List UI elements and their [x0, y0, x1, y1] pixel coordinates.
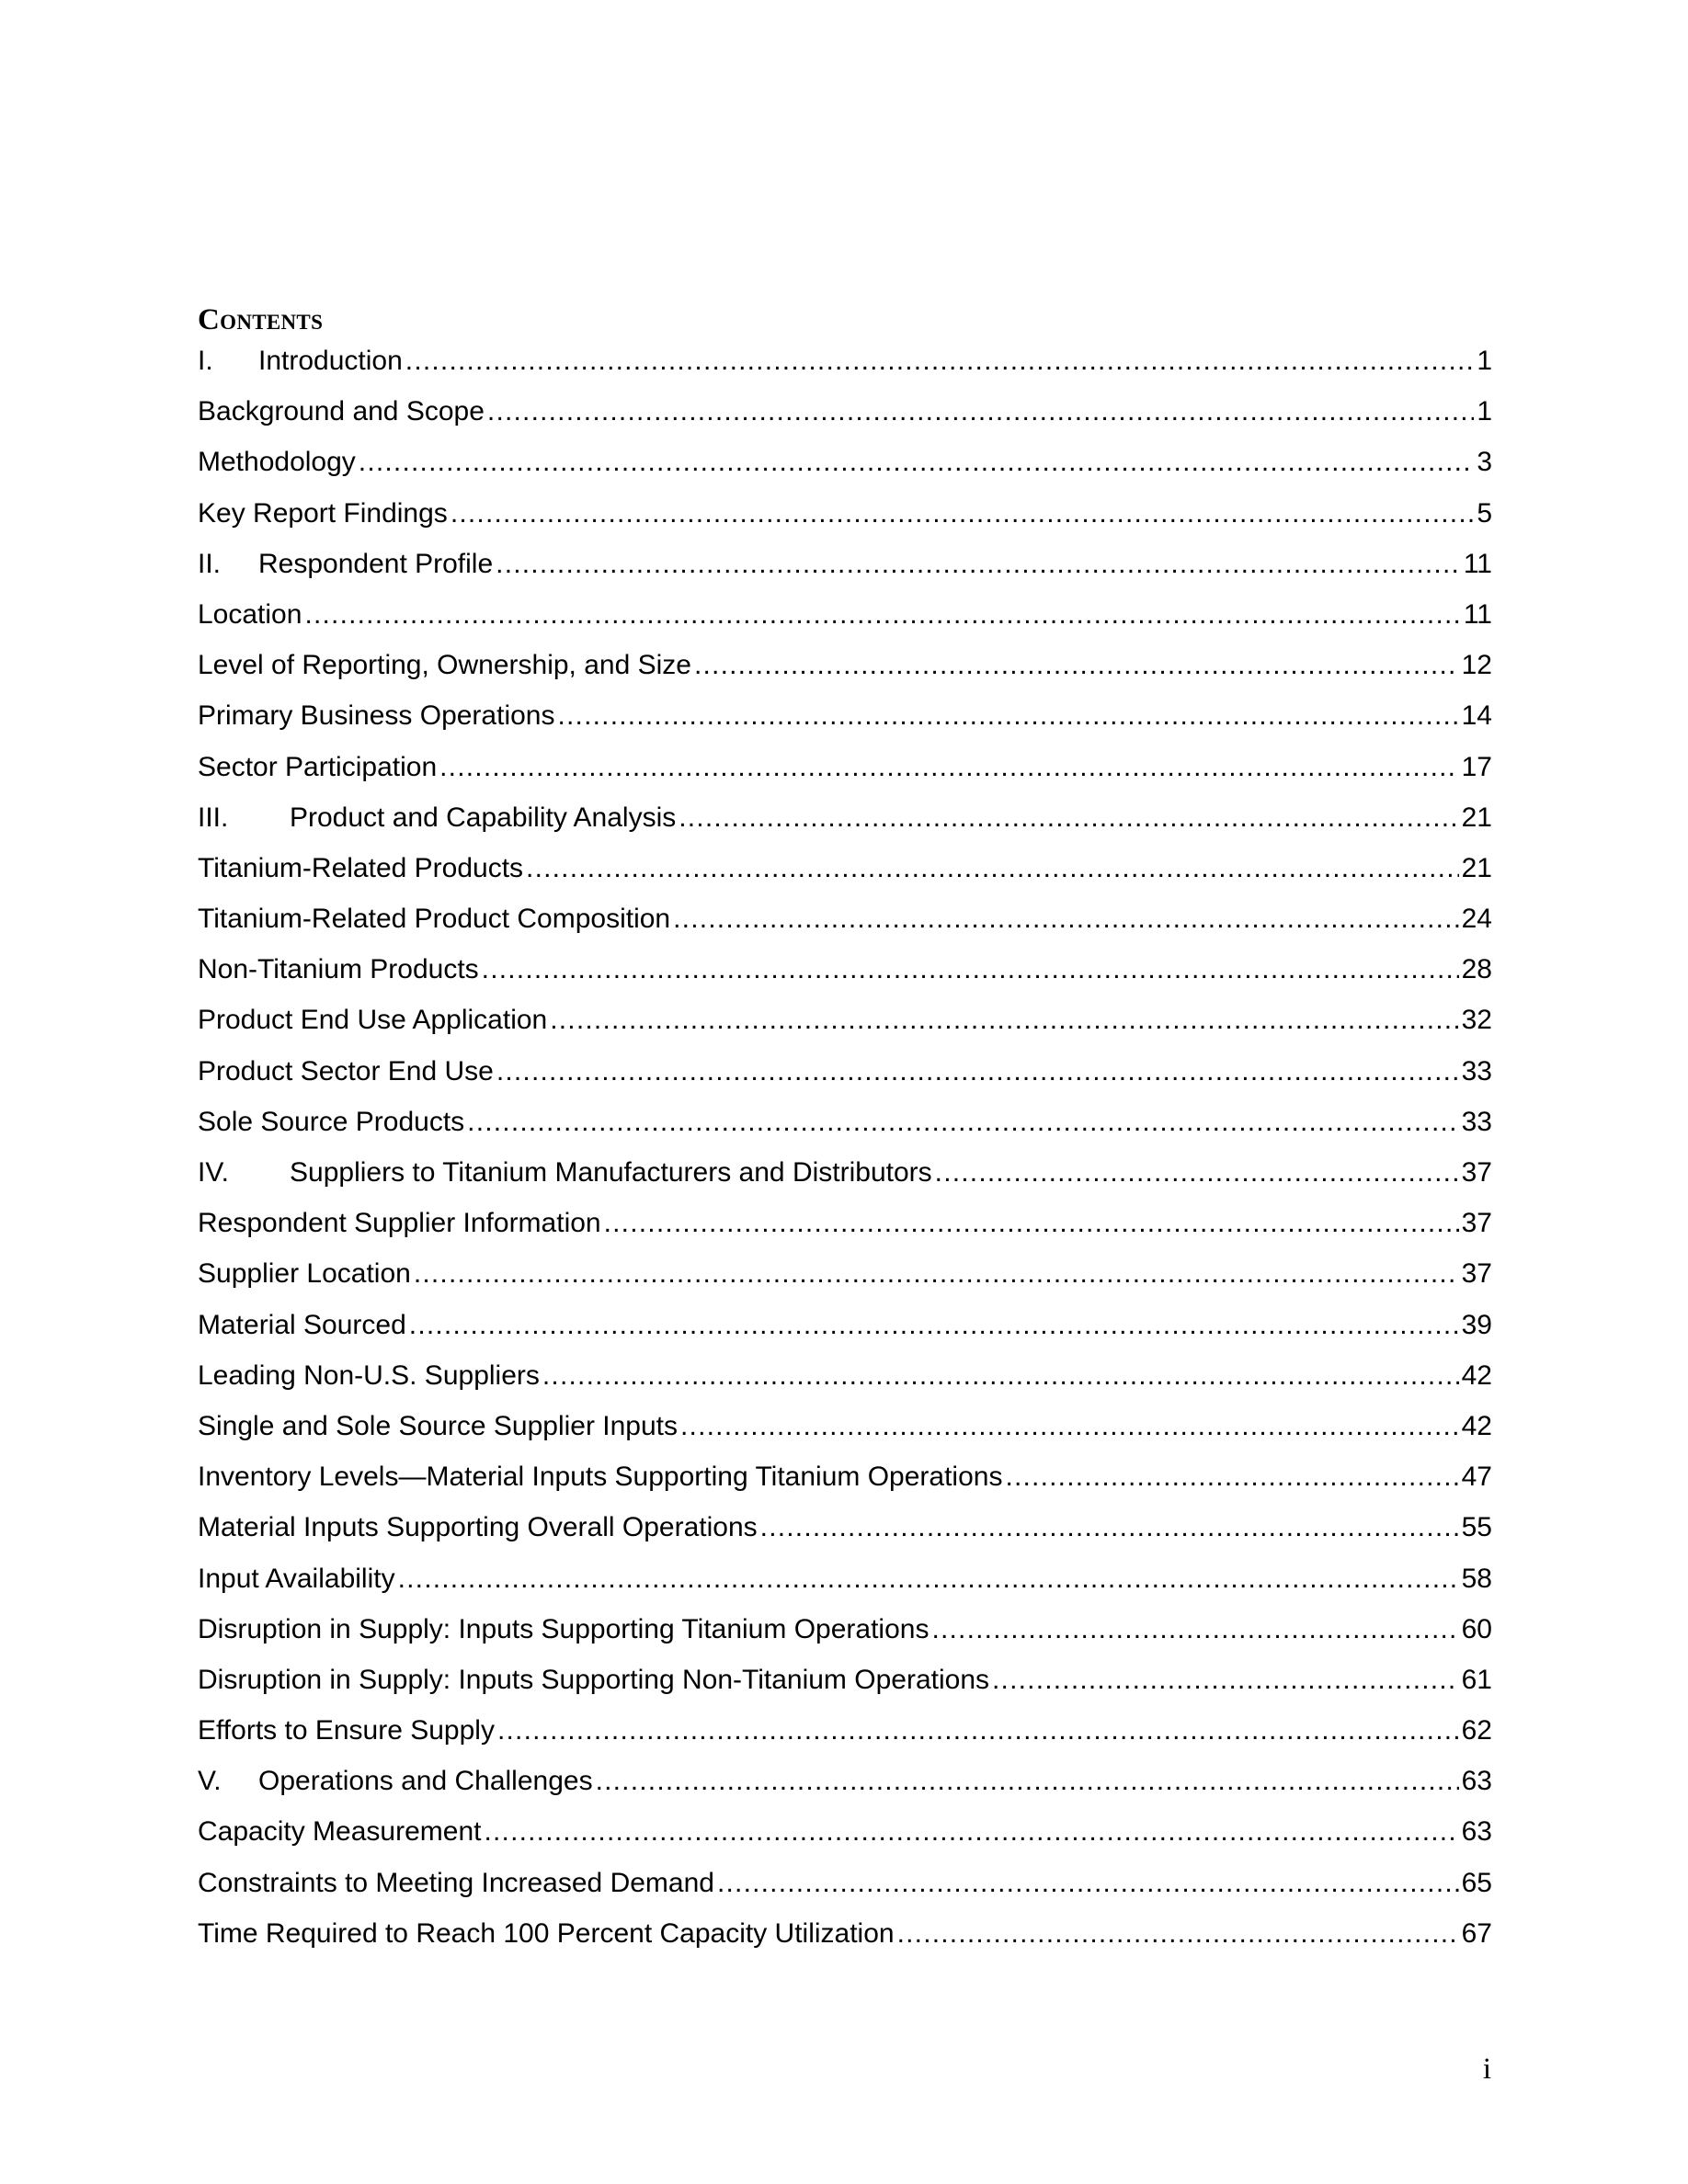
toc-entry[interactable] [198, 751, 1492, 804]
toc-entry-title: Leading Non-U.S. Suppliers [198, 1359, 540, 1391]
toc-section-number: III. [198, 802, 229, 833]
toc-page-number: 1 [1477, 396, 1492, 427]
toc-dot-leader [760, 1514, 1459, 1541]
toc-page-number: 33 [1461, 1106, 1492, 1137]
toc-entry[interactable] [198, 702, 1492, 753]
toc-entry-title: Location [198, 598, 302, 630]
toc-entry[interactable] [198, 1666, 1492, 1717]
toc-page-number: 37 [1461, 1157, 1492, 1188]
toc-page-number: 42 [1461, 1410, 1492, 1441]
toc-section-number: V. [198, 1766, 222, 1797]
toc-dot-leader [405, 347, 1475, 375]
toc-entry-title: Time Required to Reach 100 Percent Capacity Utilization [198, 1917, 895, 1949]
toc-dot-leader [484, 1818, 1458, 1846]
toc-page-number: 33 [1461, 1055, 1492, 1086]
toc-entry-title: Suppliers to Titanium Manufacturers and Distributors [290, 1157, 932, 1188]
toc-dot-leader [992, 1666, 1459, 1694]
contents-heading: Contents [198, 303, 324, 336]
toc-entry-title: Titanium-Related Product Composition [198, 904, 671, 935]
toc-entry-title: Supplier Location [198, 1258, 411, 1290]
toc-entry-title: Sector Participation [198, 751, 438, 782]
toc-entry-title: Capacity Measurement [198, 1816, 482, 1848]
toc-entry[interactable] [198, 1514, 1492, 1564]
toc-dot-leader [694, 652, 1459, 679]
toc-page-number: 11 [1463, 548, 1492, 579]
toc-dot-leader [304, 601, 1460, 629]
toc-entry-title: Titanium-Related Products [198, 852, 524, 883]
toc-dot-leader [680, 1413, 1459, 1440]
toc-page-number: 47 [1461, 1462, 1492, 1493]
toc-dot-leader [1005, 1463, 1458, 1491]
toc-page-number: 11 [1463, 598, 1492, 630]
toc-dot-leader [935, 1159, 1459, 1187]
toc-entry[interactable] [198, 1210, 1492, 1260]
toc-page-number: 65 [1461, 1867, 1492, 1898]
toc-entry[interactable] [198, 905, 1492, 956]
toc-entry-title: Disruption in Supply: Inputs Supporting Non-Titanium Operations [198, 1664, 990, 1695]
toc-entry[interactable] [198, 598, 1492, 652]
footer-page-number: i [1482, 2053, 1491, 2086]
toc-entry[interactable] [198, 652, 1492, 702]
toc-entry[interactable] [198, 347, 1492, 398]
toc-dot-leader [673, 905, 1459, 933]
toc-entry[interactable] [198, 1818, 1492, 1869]
toc-page-number: 63 [1461, 1816, 1492, 1848]
toc-entry-title: Non-Titanium Products [198, 954, 479, 985]
toc-entry[interactable] [198, 1055, 1492, 1109]
toc-entry-title: Methodology [198, 447, 356, 478]
toc-page-number: 39 [1461, 1309, 1492, 1340]
toc-entry[interactable] [198, 1717, 1492, 1768]
toc-entry-title: Product Sector End Use [198, 1055, 494, 1086]
toc-entry-title: Material Inputs Supporting Overall Operations [198, 1512, 758, 1543]
toc-entry[interactable] [198, 1768, 1492, 1818]
toc-entry-title: Constraints to Meeting Increased Demand [198, 1867, 714, 1898]
toc-dot-leader [451, 500, 1475, 528]
toc-dot-leader [604, 1210, 1459, 1237]
toc-entry-title: Level of Reporting, Ownership, and Size [198, 650, 691, 681]
toc-dot-leader [359, 449, 1475, 476]
toc-page-number: 24 [1461, 904, 1492, 935]
toc-entry[interactable] [198, 548, 1492, 601]
toc-page-number: 5 [1477, 497, 1492, 529]
toc-entry[interactable] [198, 1309, 1492, 1362]
toc-page-number: 3 [1477, 447, 1492, 478]
toc-section-number: II. [198, 548, 222, 579]
toc-page-number: 21 [1461, 852, 1492, 883]
toc-page-number: 37 [1461, 1258, 1492, 1290]
toc-entry[interactable] [198, 1260, 1492, 1311]
toc-entry-title: Input Availability [198, 1563, 395, 1594]
toc-dot-leader [497, 1717, 1459, 1745]
toc-entry[interactable] [198, 852, 1492, 905]
toc-entry-title: Respondent Profile [258, 548, 494, 579]
toc-dot-leader [439, 754, 1458, 781]
toc-page-number: 12 [1461, 650, 1492, 681]
toc-page-number: 28 [1461, 954, 1492, 985]
toc-entry[interactable] [198, 804, 1492, 855]
toc-section-number: I. [198, 346, 213, 376]
toc-page-number: 32 [1461, 1005, 1492, 1036]
toc-page-number: 42 [1461, 1359, 1492, 1391]
table-of-contents [198, 347, 1492, 1971]
toc-dot-leader [526, 855, 1459, 882]
toc-entry[interactable] [198, 1007, 1492, 1057]
toc-dot-leader [496, 1058, 1459, 1086]
toc-entry-title: Introduction [258, 346, 403, 376]
toc-dot-leader [557, 702, 1458, 730]
toc-dot-leader [679, 804, 1458, 832]
toc-dot-leader [409, 1312, 1459, 1339]
toc-entry[interactable] [198, 1106, 1492, 1159]
toc-entry[interactable] [198, 1463, 1492, 1514]
toc-dot-leader [496, 551, 1461, 578]
toc-entry-title: Key Report Findings [198, 497, 448, 529]
toc-entry-title: Respondent Supplier Information [198, 1208, 601, 1239]
toc-entry[interactable] [198, 1867, 1492, 1920]
toc-dot-leader [487, 398, 1474, 426]
toc-dot-leader [482, 956, 1459, 984]
toc-entry-title: Product End Use Application [198, 1005, 548, 1036]
toc-dot-leader [542, 1362, 1459, 1390]
toc-dot-leader [931, 1616, 1458, 1644]
toc-entry-title: Material Sourced [198, 1309, 406, 1340]
toc-entry-title: Background and Scope [198, 396, 485, 427]
toc-entry[interactable] [198, 1159, 1492, 1210]
toc-section-number: IV. [198, 1157, 229, 1188]
toc-entry[interactable] [198, 1613, 1492, 1666]
toc-entry-title: Product and Capability Analysis [290, 802, 677, 833]
toc-entry-title: Inventory Levels—Material Inputs Supporting Titanium Operations [198, 1462, 1003, 1493]
toc-entry[interactable] [198, 1359, 1492, 1413]
toc-page-number: 63 [1461, 1766, 1492, 1797]
toc-entry-title: Efforts to Ensure Supply [198, 1715, 495, 1746]
toc-page-number: 14 [1461, 700, 1492, 732]
toc-page-number: 62 [1461, 1715, 1492, 1746]
toc-entry[interactable] [198, 956, 1492, 1007]
toc-entry[interactable] [198, 497, 1492, 551]
toc-entry[interactable] [198, 1565, 1492, 1616]
toc-entry-title: Sole Source Products [198, 1106, 465, 1137]
toc-page-number: 55 [1461, 1512, 1492, 1543]
toc-dot-leader [596, 1768, 1459, 1795]
toc-dot-leader [398, 1565, 1459, 1593]
toc-entry-title: Disruption in Supply: Inputs Supporting Titanium Operations [198, 1613, 930, 1644]
toc-entry-title: Operations and Challenges [258, 1766, 593, 1797]
toc-page-number: 61 [1461, 1664, 1492, 1695]
toc-entry[interactable] [198, 398, 1492, 449]
toc-dot-leader [414, 1260, 1459, 1288]
toc-page-number: 37 [1461, 1208, 1492, 1239]
toc-entry-title: Primary Business Operations [198, 700, 555, 732]
toc-entry[interactable] [198, 449, 1492, 499]
toc-page-number: 17 [1461, 751, 1492, 782]
toc-page-number: 58 [1461, 1563, 1492, 1594]
toc-page-number: 67 [1461, 1917, 1492, 1949]
toc-entry[interactable] [198, 1410, 1492, 1463]
toc-dot-leader [550, 1007, 1458, 1034]
toc-entry-title: Single and Sole Source Supplier Inputs [198, 1410, 679, 1441]
toc-page-number: 1 [1477, 346, 1492, 376]
toc-dot-leader [897, 1920, 1459, 1948]
toc-page-number: 21 [1461, 802, 1492, 833]
toc-entry[interactable] [198, 1917, 1492, 1971]
toc-dot-leader [717, 1870, 1459, 1897]
toc-page-number: 60 [1461, 1613, 1492, 1644]
toc-dot-leader [467, 1109, 1458, 1136]
